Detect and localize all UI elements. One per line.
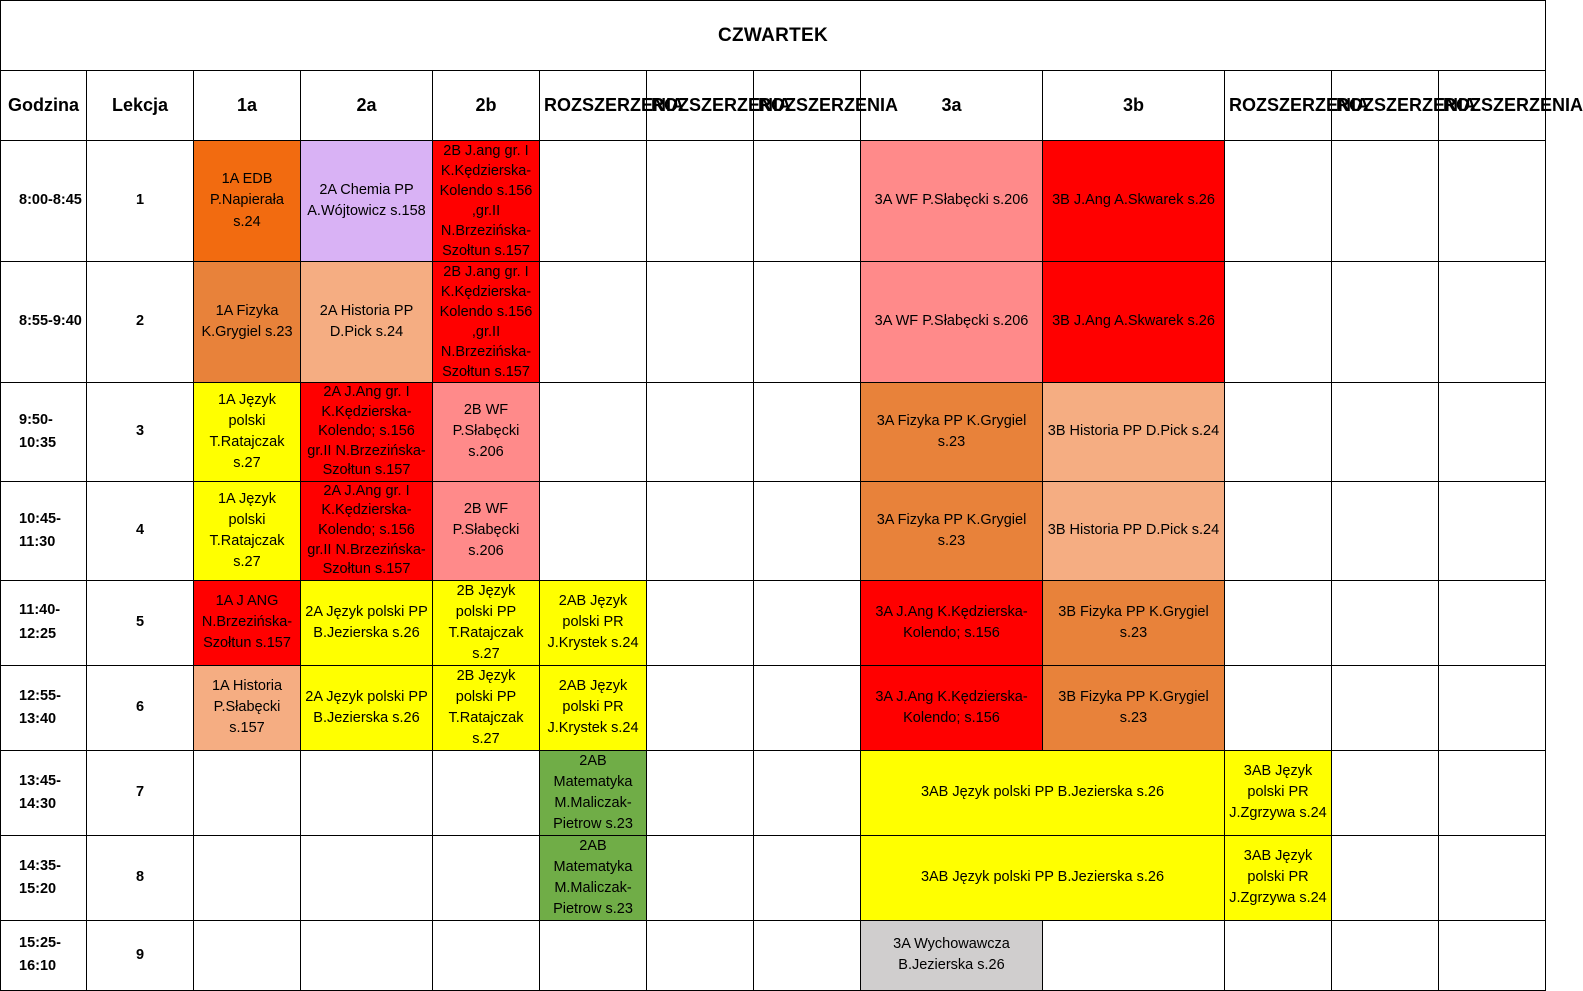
header-rozszerzenia-6: ROZSZERZENIA	[1439, 71, 1546, 141]
header-godzina: Godzina	[1, 71, 87, 141]
lesson-time: 9:50-10:35	[1, 383, 87, 482]
empty-cell	[754, 665, 861, 750]
empty-cell	[1225, 262, 1332, 383]
empty-cell	[433, 920, 540, 990]
empty-cell	[754, 262, 861, 383]
empty-cell	[754, 580, 861, 665]
table-row	[1, 920, 1546, 990]
lesson-cell-3a: 3A Fizyka PP K.Grygiel s.23	[861, 383, 1043, 482]
lesson-cell-2b: 2B Język polski PP T.Ratajczak s.27	[433, 580, 540, 665]
lesson-cell-rozszerzenia-1: 2AB Język polski PR J.Krystek s.24	[540, 580, 647, 665]
empty-cell	[1439, 383, 1546, 482]
empty-cell	[1225, 383, 1332, 482]
header-class-2a: 2a	[301, 71, 433, 141]
lesson-cell-rozszerzenia-1: 2AB Język polski PR J.Krystek s.24	[540, 665, 647, 750]
empty-cell	[754, 481, 861, 580]
empty-cell	[301, 920, 433, 990]
lesson-cell-3a: 3A WF P.Słabęcki s.206	[861, 262, 1043, 383]
empty-cell	[1439, 262, 1546, 383]
empty-cell	[540, 141, 647, 262]
empty-cell	[647, 141, 754, 262]
lesson-number: 8	[87, 835, 194, 920]
lesson-cell-3b: 3B J.Ang A.Skwarek s.26	[1043, 141, 1225, 262]
empty-cell	[540, 481, 647, 580]
lesson-cell-2b: 2B Język polski PP T.Ratajczak s.27	[433, 665, 540, 750]
empty-cell	[1332, 262, 1439, 383]
lesson-cell-1a: 1A Fizyka K.Grygiel s.23	[194, 262, 301, 383]
lesson-number: 6	[87, 665, 194, 750]
header-rozszerzenia-1: ROZSZERZENIA	[540, 71, 647, 141]
lesson-cell-rozszerzenia-4: 3AB Język polski PR J.Zgrzywa s.24	[1225, 835, 1332, 920]
empty-cell	[1225, 580, 1332, 665]
empty-cell	[647, 481, 754, 580]
table-row	[1, 141, 1546, 262]
lesson-cell-2b: 2B WF P.Słabęcki s.206	[433, 481, 540, 580]
header-class-3a: 3a	[861, 71, 1043, 141]
table-row	[1, 383, 1546, 482]
lesson-number: 2	[87, 262, 194, 383]
lesson-cell-1a: 1A Historia P.Słabęcki s.157	[194, 665, 301, 750]
lesson-time: 15:25-16:10	[1, 920, 87, 990]
lesson-cell-2a: 2A J.Ang gr. I K.Kędzierska-Kolendo; s.156 gr.II N.Brzezińska-Szołtun s.157	[301, 383, 433, 482]
lesson-time: 13:45-14:30	[1, 750, 87, 835]
lesson-cell-rozszerzenia-1: 2AB Matematyka M.Maliczak-Pietrow s.23	[540, 835, 647, 920]
empty-cell	[1439, 141, 1546, 262]
header-class-1a: 1a	[194, 71, 301, 141]
empty-cell	[1332, 920, 1439, 990]
lesson-cell-3b: 3B Fizyka PP K.Grygiel s.23	[1043, 580, 1225, 665]
lesson-cell-2b: 2B J.ang gr. I K.Kędzierska-Kolendo s.156 ,gr.II N.Brzezińska-Szołtun s.157	[433, 262, 540, 383]
empty-cell	[1439, 920, 1546, 990]
empty-cell	[1225, 920, 1332, 990]
empty-cell	[1225, 481, 1332, 580]
table-row	[1, 750, 1546, 835]
empty-cell	[301, 750, 433, 835]
lesson-cell-2a: 2A Język polski PP B.Jezierska s.26	[301, 580, 433, 665]
lesson-cell-3ab: 3AB Język polski PP B.Jezierska s.26	[861, 750, 1225, 835]
empty-cell	[1439, 580, 1546, 665]
lesson-cell-2a: 2A Historia PP D.Pick s.24	[301, 262, 433, 383]
empty-cell	[1332, 750, 1439, 835]
lesson-time: 8:00-8:45	[1, 141, 87, 262]
empty-cell	[647, 580, 754, 665]
header-rozszerzenia-4: ROZSZERZENIA	[1225, 71, 1332, 141]
lesson-cell-3a: 3A Fizyka PP K.Grygiel s.23	[861, 481, 1043, 580]
table-row	[1, 481, 1546, 580]
lesson-cell-rozszerzenia-1: 2AB Matematyka M.Maliczak-Pietrow s.23	[540, 750, 647, 835]
empty-cell	[647, 920, 754, 990]
empty-cell	[647, 835, 754, 920]
lesson-number: 9	[87, 920, 194, 990]
empty-cell	[1332, 481, 1439, 580]
lesson-cell-2a: 2A Chemia PP A.Wójtowicz s.158	[301, 141, 433, 262]
empty-cell	[754, 141, 861, 262]
empty-cell	[754, 835, 861, 920]
lesson-cell-3a: 3A WF P.Słabęcki s.206	[861, 141, 1043, 262]
lesson-number: 1	[87, 141, 194, 262]
header-class-2b: 2b	[433, 71, 540, 141]
empty-cell	[194, 835, 301, 920]
lesson-cell-3a: 3A Wychowawcza B.Jezierska s.26	[861, 920, 1043, 990]
header-rozszerzenia-5: ROZSZERZENIA	[1332, 71, 1439, 141]
empty-cell	[433, 835, 540, 920]
lesson-time: 14:35-15:20	[1, 835, 87, 920]
table-row	[1, 262, 1546, 383]
lesson-cell-3a: 3A J.Ang K.Kędzierska-Kolendo; s.156	[861, 580, 1043, 665]
empty-cell	[1439, 481, 1546, 580]
empty-cell	[540, 920, 647, 990]
lesson-cell-3a: 3A J.Ang K.Kędzierska-Kolendo; s.156	[861, 665, 1043, 750]
lesson-cell-1a: 1A Język polski T.Ratajczak s.27	[194, 383, 301, 482]
empty-cell	[1439, 750, 1546, 835]
empty-cell	[1439, 835, 1546, 920]
empty-cell	[1225, 665, 1332, 750]
header-rozszerzenia-3: ROZSZERZENIA	[754, 71, 861, 141]
lesson-number: 5	[87, 580, 194, 665]
lesson-cell-2b: 2B WF P.Słabęcki s.206	[433, 383, 540, 482]
lesson-number: 7	[87, 750, 194, 835]
empty-cell	[1043, 920, 1225, 990]
header-lekcja: Lekcja	[87, 71, 194, 141]
empty-cell	[1439, 665, 1546, 750]
empty-cell	[1332, 383, 1439, 482]
empty-cell	[647, 665, 754, 750]
lesson-number: 4	[87, 481, 194, 580]
empty-cell	[754, 383, 861, 482]
lesson-cell-2a: 2A J.Ang gr. I K.Kędzierska-Kolendo; s.156 gr.II N.Brzezińska-Szołtun s.157	[301, 481, 433, 580]
empty-cell	[194, 750, 301, 835]
lesson-cell-3ab: 3AB Język polski PP B.Jezierska s.26	[861, 835, 1225, 920]
empty-cell	[301, 835, 433, 920]
table-row	[1, 835, 1546, 920]
lesson-cell-3b: 3B Historia PP D.Pick s.24	[1043, 481, 1225, 580]
empty-cell	[647, 262, 754, 383]
empty-cell	[1332, 835, 1439, 920]
lesson-time: 8:55-9:40	[1, 262, 87, 383]
lesson-cell-2a: 2A Język polski PP B.Jezierska s.26	[301, 665, 433, 750]
empty-cell	[1332, 580, 1439, 665]
empty-cell	[754, 920, 861, 990]
day-title: CZWARTEK	[1, 1, 1546, 71]
lesson-time: 11:40-12:25	[1, 580, 87, 665]
lesson-cell-1a: 1A EDB P.Napierała s.24	[194, 141, 301, 262]
empty-cell	[647, 383, 754, 482]
lesson-cell-1a: 1A Język polski T.Ratajczak s.27	[194, 481, 301, 580]
lesson-cell-3b: 3B J.Ang A.Skwarek s.26	[1043, 262, 1225, 383]
empty-cell	[540, 383, 647, 482]
lesson-cell-1a: 1A J ANG N.Brzezińska-Szołtun s.157	[194, 580, 301, 665]
header-class-3b: 3b	[1043, 71, 1225, 141]
empty-cell	[433, 750, 540, 835]
empty-cell	[1225, 141, 1332, 262]
lesson-cell-2b: 2B J.ang gr. I K.Kędzierska-Kolendo s.156 ,gr.II N.Brzezińska-Szołtun s.157	[433, 141, 540, 262]
lesson-cell-rozszerzenia-4: 3AB Język polski PR J.Zgrzywa s.24	[1225, 750, 1332, 835]
lesson-number: 3	[87, 383, 194, 482]
header-rozszerzenia-2: ROZSZERZENIA	[647, 71, 754, 141]
empty-cell	[194, 920, 301, 990]
empty-cell	[754, 750, 861, 835]
lesson-cell-3b: 3B Fizyka PP K.Grygiel s.23	[1043, 665, 1225, 750]
empty-cell	[1332, 665, 1439, 750]
empty-cell	[647, 750, 754, 835]
empty-cell	[540, 262, 647, 383]
empty-cell	[1332, 141, 1439, 262]
table-row	[1, 665, 1546, 750]
lesson-time: 10:45-11:30	[1, 481, 87, 580]
lesson-time: 12:55-13:40	[1, 665, 87, 750]
lesson-cell-3b: 3B Historia PP D.Pick s.24	[1043, 383, 1225, 482]
table-row	[1, 580, 1546, 665]
